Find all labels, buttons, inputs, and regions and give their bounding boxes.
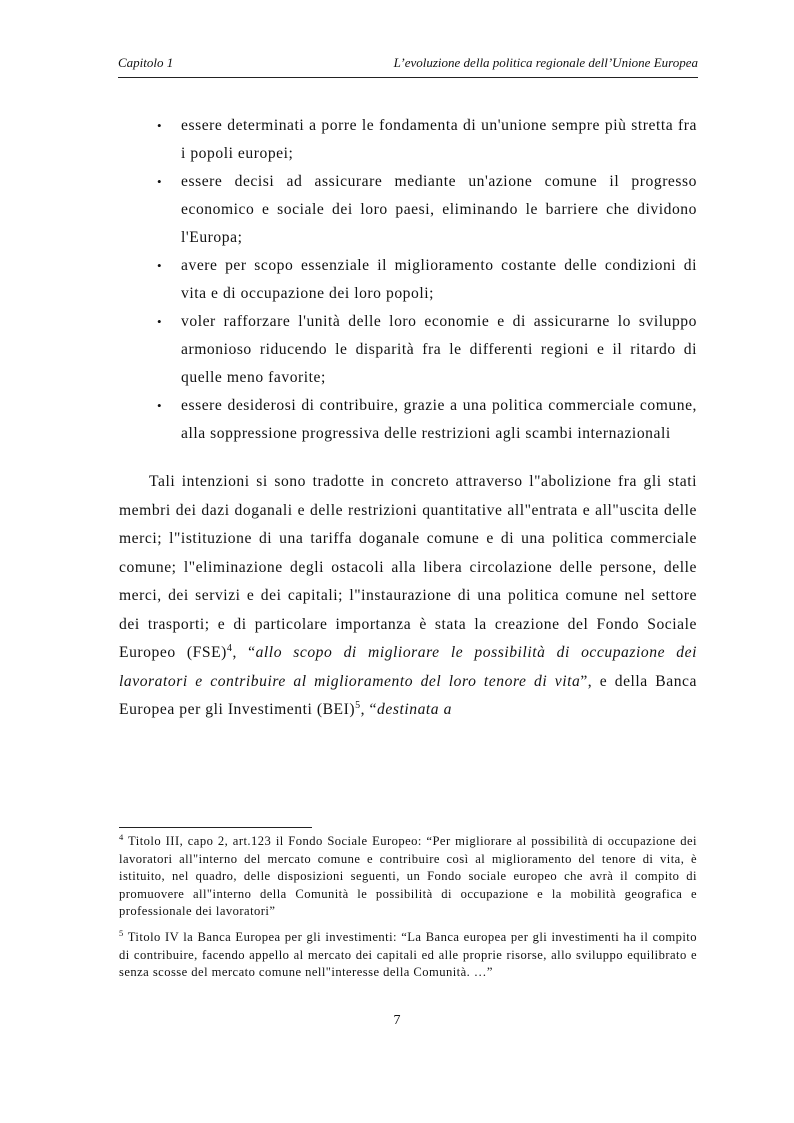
bullet-icon: • bbox=[157, 258, 163, 273]
paragraph-text: Tali intenzioni si sono tradotte in concreto attraverso l"abolizione fra gli stati membri dei dazi doganali e delle restrizioni quantitative all"entrata e all"uscita delle merci; l"istituzione di una tariffa doganale comune e di una politica commerciale comune; l"eliminazione degli ostacoli alla libera circolazione delle persone, delle merci, dei servizi e dei capitali; l"instaurazione di una politica comune nel settore dei trasporti; e di particolare importanza è stata la creazione del Fondo Sociale Europeo (FSE) bbox=[119, 473, 697, 661]
list-item-text: avere per scopo essenziale il miglioramento costante delle condizioni di vita e di occupazione dei loro popoli; bbox=[181, 257, 697, 302]
list-item-text: essere decisi ad assicurare mediante un'azione comune il progresso economico e sociale dei loro paesi, eliminando le barriere che dividono l'Europa; bbox=[181, 173, 697, 246]
footnotes bbox=[119, 833, 697, 990]
list-item bbox=[157, 308, 697, 392]
footnote bbox=[119, 833, 697, 921]
list-item bbox=[157, 392, 697, 448]
footnote-ref-4: 4 bbox=[226, 642, 233, 654]
bullet-icon: • bbox=[157, 118, 163, 133]
list-item-text: essere desiderosi di contribuire, grazie a una politica commerciale comune, alla soppressione progressiva delle restrizioni agli scambi internazionali bbox=[181, 397, 697, 442]
page-number: 7 bbox=[393, 1013, 401, 1028]
paragraph-text: , “ bbox=[232, 644, 256, 661]
list-item bbox=[157, 252, 697, 308]
list-item-text: voler rafforzare l'unità delle loro economie e di assicurarne lo sviluppo armonioso riducendo le disparità fra le differenti regioni e il ritardo di quelle meno favorite; bbox=[181, 313, 697, 386]
main-text bbox=[119, 112, 697, 725]
footnote-number: 4 bbox=[119, 831, 124, 842]
list-item bbox=[157, 112, 697, 168]
body-paragraph bbox=[119, 468, 697, 725]
footnote-text: Titolo III, capo 2, art.123 il Fondo Sociale Europeo: “Per migliorare al possibilità di occupazione dei lavoratori all"interno del mercato comune e contribuire così al miglioramento del tenore di vita, è istituito, nel quadro, delle disposizioni seguenti, un Fondo sociale europeo che avrà il compito di promuovere all"interno della Comunità le possibilità di occupazione e la mobilità geografica e professionale dei lavoratori” bbox=[119, 834, 697, 919]
running-title: L’evoluzione della politica regionale dell’Unione Europea bbox=[393, 55, 698, 70]
quoted-text: destinata a bbox=[377, 701, 452, 718]
footnote-text: Titolo IV la Banca Europea per gli investimenti: “La Banca europea per gli investimenti ha il compito di contribuire, facendo appello al mercato dei capitali ed alle proprie risorse, allo sviluppo equilibrato e senza scosse del mercato comune nell"interesse della Comunità. …” bbox=[119, 929, 697, 980]
bullet-icon: • bbox=[157, 314, 163, 329]
page-header bbox=[118, 52, 698, 78]
bullet-icon: • bbox=[157, 398, 163, 413]
header-rule bbox=[118, 77, 698, 78]
footnote-ref-5: 5 bbox=[355, 699, 361, 711]
footnote-rule bbox=[119, 827, 312, 828]
quoted-text: allo scopo di migliorare le possibilità di occupazione dei lavoratori e contribuire al miglioramento del loro tenore di vita bbox=[119, 644, 697, 690]
paragraph-text: ”, e della Banca Europea per gli Investimenti (BEI) bbox=[119, 672, 697, 718]
paragraph-text: , “ bbox=[360, 701, 378, 718]
list-item bbox=[157, 168, 697, 252]
footnote-number: 5 bbox=[119, 927, 124, 938]
bullet-list bbox=[119, 112, 697, 448]
list-item-text: essere determinati a porre le fondamenta di un'unione sempre più stretta fra i popoli europei; bbox=[181, 117, 697, 162]
chapter-label: Capitolo 1 bbox=[118, 55, 174, 70]
footnote bbox=[119, 929, 697, 982]
bullet-icon: • bbox=[157, 174, 163, 189]
